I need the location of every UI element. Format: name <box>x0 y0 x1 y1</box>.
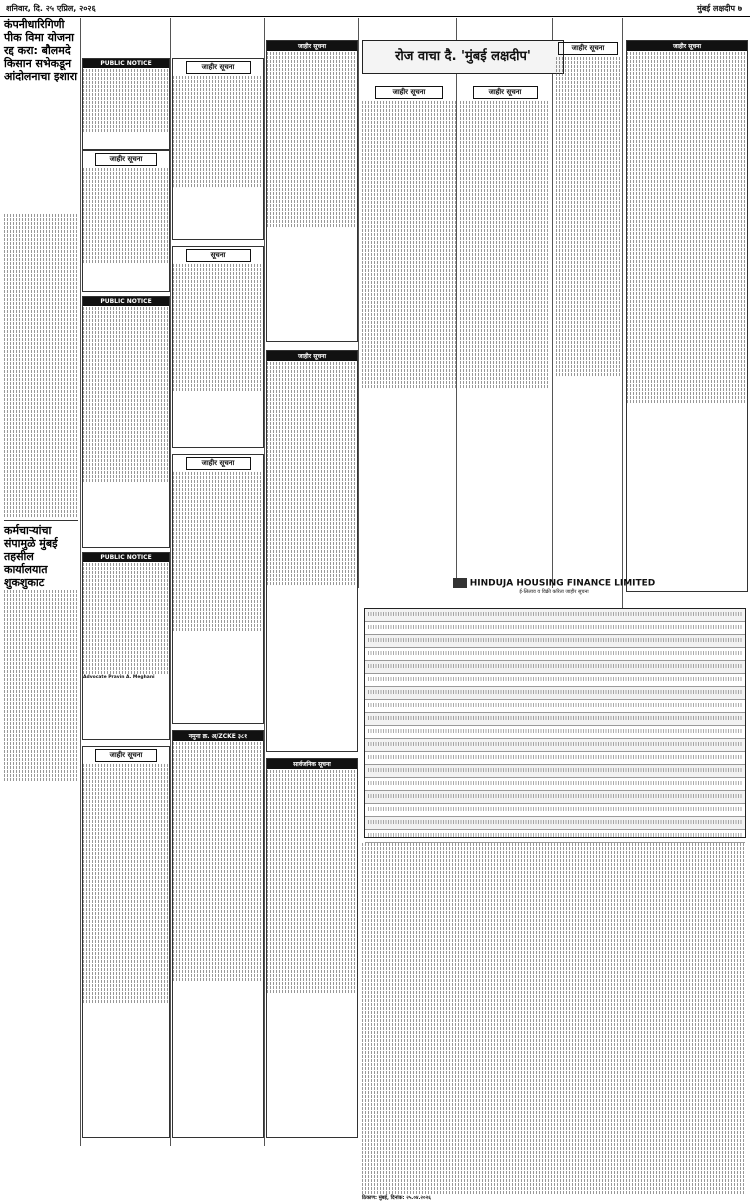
table-row <box>365 635 745 648</box>
notice-heading: सार्वजनिक सूचना <box>267 759 357 769</box>
form-notice <box>172 730 264 1138</box>
notice-box-6 <box>266 40 358 342</box>
table-row <box>365 817 745 830</box>
page-header <box>0 0 750 17</box>
auction-table <box>364 608 746 838</box>
public-notice-2 <box>82 296 170 548</box>
notice-box-5 <box>172 454 264 724</box>
table-row <box>365 609 745 622</box>
table-row <box>365 622 745 635</box>
notice-heading: सूचना <box>186 249 251 262</box>
hinduja-name: HINDUJA HOUSING FINANCE LIMITED <box>469 578 656 589</box>
auction-terms <box>362 842 746 1201</box>
read-daily-banner: रोज वाचा दै. 'मुंबई लक्षदीप' <box>362 40 564 74</box>
issue-date: शनिवार, दि. २५ एप्रिल, २०२६ <box>6 4 96 13</box>
table-row <box>365 726 745 739</box>
footer-note: ठिकाण: मुंबई, दिनांक: २५.०४.२०२६ <box>362 1195 431 1201</box>
notice-heading: जाहीर सूचना <box>186 61 251 74</box>
paper-name: मुंबई लक्षदीप ७ <box>696 4 742 13</box>
table-row <box>365 778 745 791</box>
notice-heading: जाहीर सूचना <box>267 351 357 361</box>
headline-crop-insurance: कंपनीधारिगिणी पीक विमा योजना रद्द करा: बौलमदे किसान सभेकडून आंदोलनाचा इशारा <box>4 18 78 83</box>
notice-heading: जाहीर सूचना <box>473 86 538 99</box>
notice-heading: जाहीर सूचना <box>627 41 747 51</box>
notice-heading: जाहीर सूचना <box>186 457 251 470</box>
notice-heading: जाहीर सूचना <box>558 42 618 55</box>
table-row <box>365 713 745 726</box>
headline-strike: कर्मचाऱ्यांचा संपामुळे मुंबई तहसील कार्यालयात शुकशुकाट <box>4 524 58 589</box>
article-body <box>4 83 78 213</box>
public-notice-heading: PUBLIC NOTICE <box>83 553 169 562</box>
notice-heading: जाहीर सूचना <box>95 153 157 166</box>
table-row <box>365 687 745 700</box>
table-row <box>365 674 745 687</box>
table-row <box>365 804 745 817</box>
notice-heading: जाहीर सूचना <box>375 86 443 99</box>
notice-box-11 <box>626 40 748 592</box>
table-row <box>365 765 745 778</box>
notice-box-2 <box>82 746 170 1138</box>
notice-box-1 <box>82 150 170 292</box>
hinduja-logo-icon <box>453 578 467 588</box>
table-row <box>365 739 745 752</box>
public-notice-3 <box>82 552 170 740</box>
hinduja-header <box>362 578 746 608</box>
column-1 <box>4 18 78 1146</box>
notice-box-10 <box>556 40 620 580</box>
notice-box-9 <box>460 84 550 564</box>
notice-box-7 <box>266 350 358 752</box>
table-row <box>365 791 745 804</box>
notice-heading: जाहीर सूचना <box>267 41 357 51</box>
notice-heading: जाहीर सूचना <box>95 749 157 762</box>
public-notice-1 <box>82 58 170 150</box>
table-row <box>365 648 745 661</box>
table-row <box>365 700 745 713</box>
table-row <box>365 661 745 674</box>
form-heading: नमुना क्र. अ/ZCKE ३८१ <box>173 731 263 741</box>
public-announcement <box>266 758 358 1138</box>
hinduja-subtitle: ई-लिलाव व विक्री करिता जाहीर सूचना <box>519 588 589 595</box>
signer: Advocate Pravin A. Meghani <box>83 675 155 680</box>
notice-box-8 <box>362 84 456 564</box>
public-notice-heading: PUBLIC NOTICE <box>83 59 169 68</box>
table-row <box>365 752 745 765</box>
notice-box-4 <box>172 246 264 448</box>
public-notice-heading: PUBLIC NOTICE <box>83 297 169 306</box>
notice-box-3 <box>172 58 264 240</box>
